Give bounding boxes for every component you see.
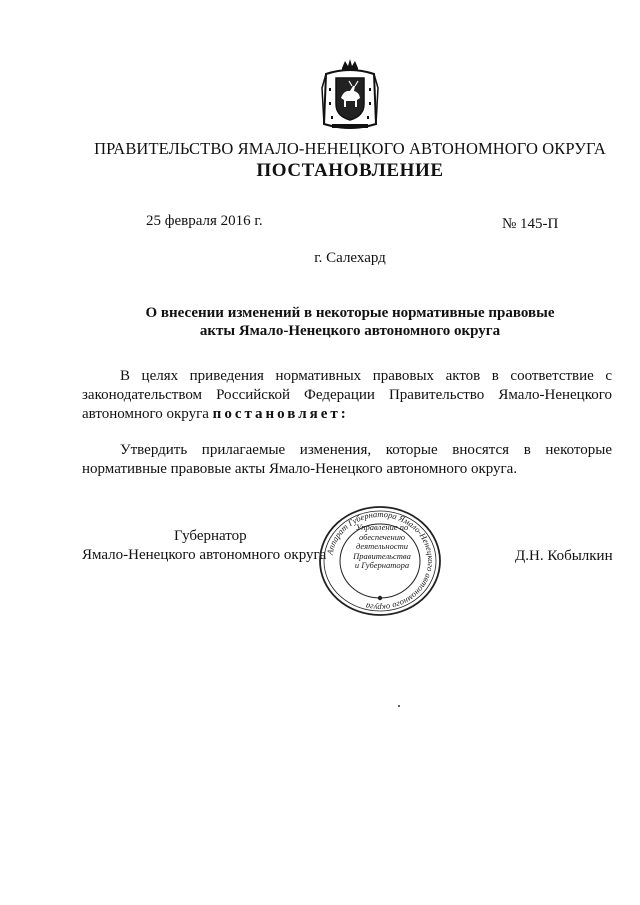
signer-position-line-2: Ямало-Ненецкого автономного округа xyxy=(82,547,327,563)
seal-ring-text: Аппарат Губернатора Ямало-Ненецкого автономного округа xyxy=(324,508,437,614)
signer-position-line-1: Губернатор xyxy=(174,528,247,544)
subject-line-2: акты Ямало-Ненецкого автономного округа xyxy=(199,323,501,339)
subject-line-1: О внесении изменений в некоторые нормативные правовые xyxy=(145,305,555,321)
government-title: ПРАВИТЕЛЬСТВО ЯМАЛО-НЕНЕЦКОГО АВТОНОМНОГО ОКРУГА xyxy=(94,139,606,158)
seal-inner-text xyxy=(352,523,412,571)
body-paragraph-1 xyxy=(82,367,612,424)
document-subject xyxy=(0,304,640,340)
scan-speck xyxy=(398,705,400,707)
seal-inner-line-4: Правительства xyxy=(353,550,411,561)
seal-inner-line-1: Управление по xyxy=(355,522,409,532)
para2-line-2: нормативные правовые акты Ямало-Ненецкого автономного округа. xyxy=(82,461,518,477)
document-number: № 145-П xyxy=(502,216,559,232)
signer-name: Д.Н. Кобылкин xyxy=(515,548,613,564)
signer-position xyxy=(82,527,332,565)
para1-line-3-start: автономного округа xyxy=(82,406,213,422)
para1-line-2: законодательством Российской Федерации Правительство Ямало-Ненецкого xyxy=(82,387,612,403)
resolution-word: постановляет: xyxy=(212,406,349,422)
coat-of-arms-icon xyxy=(318,58,382,136)
para1-line-3 xyxy=(82,405,612,424)
document-date: 25 февраля 2016 г. xyxy=(146,213,263,229)
para2-line-1: Утвердить прилагаемые изменения, которые вносятся в некоторые xyxy=(120,442,612,458)
document-type: ПОСТАНОВЛЕНИЕ xyxy=(256,160,444,181)
seal-inner-line-5: и Губернатора xyxy=(354,560,410,570)
seal-inner-line-3: деятельности xyxy=(355,541,409,551)
seal-inner-line-2: обеспечению xyxy=(358,531,406,542)
body-paragraph-2 xyxy=(82,441,612,479)
para1-line-1: В целях приведения нормативных правовых актов в соответствие с xyxy=(120,368,612,384)
document-city: г. Салехард xyxy=(314,250,386,266)
